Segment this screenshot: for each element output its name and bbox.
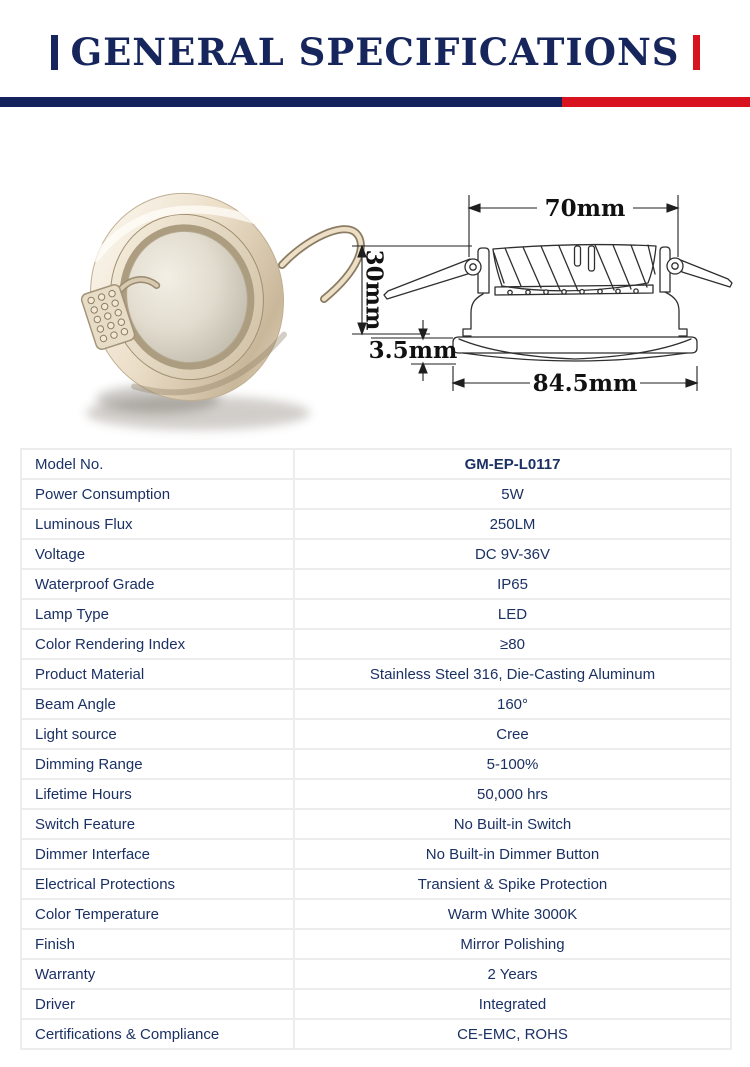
spec-label: Switch Feature — [21, 809, 294, 839]
spec-label: Certifications & Compliance — [21, 1019, 294, 1049]
dim-body-height-label: 30mm — [360, 249, 388, 331]
spec-value: Warm White 3000K — [294, 899, 731, 929]
header-divider — [0, 97, 750, 107]
spec-label: Color Temperature — [21, 899, 294, 929]
spec-label: Model No. — [21, 449, 294, 479]
dim-top-width-label: 70mm — [544, 195, 626, 222]
spec-value: LED — [294, 599, 731, 629]
title-right-accent-bar — [693, 35, 700, 70]
spec-label: Lifetime Hours — [21, 779, 294, 809]
table-row — [21, 539, 731, 569]
spec-value: Cree — [294, 719, 731, 749]
table-row — [21, 1019, 731, 1049]
spec-label: Color Rendering Index — [21, 629, 294, 659]
dim-bottom-width-label: 84.5mm — [532, 370, 638, 397]
divider-red-segment — [562, 97, 750, 107]
spec-label: Dimmer Interface — [21, 839, 294, 869]
spec-label: Driver — [21, 989, 294, 1019]
spec-value: ≥80 — [294, 629, 731, 659]
spec-value: No Built-in Dimmer Button — [294, 839, 731, 869]
spec-label: Product Material — [21, 659, 294, 689]
spec-table-body — [21, 449, 731, 1049]
table-row — [21, 779, 731, 809]
spec-value: 160° — [294, 689, 731, 719]
header — [0, 30, 750, 74]
page-title: GENERAL SPECIFICATIONS — [70, 30, 680, 74]
table-row — [21, 689, 731, 719]
table-row — [21, 629, 731, 659]
drawing-spring-arm-left — [384, 259, 474, 299]
spec-value: 2 Years — [294, 959, 731, 989]
dim-flange-thickness-label: 3.5mm — [368, 337, 458, 364]
spec-value: No Built-in Switch — [294, 809, 731, 839]
spec-label: Finish — [21, 929, 294, 959]
spec-value: Integrated — [294, 989, 731, 1019]
spec-value: 50,000 hrs — [294, 779, 731, 809]
table-row — [21, 569, 731, 599]
spec-value: IP65 — [294, 569, 731, 599]
spec-label: Power Consumption — [21, 479, 294, 509]
table-row — [21, 719, 731, 749]
spec-value: DC 9V-36V — [294, 539, 731, 569]
spec-value: 5W — [294, 479, 731, 509]
spec-label: Light source — [21, 719, 294, 749]
spec-value: CE-EMC, ROHS — [294, 1019, 731, 1049]
table-row — [21, 599, 731, 629]
spec-value: GM-EP-L0117 — [294, 449, 731, 479]
spec-label: Lamp Type — [21, 599, 294, 629]
spec-label: Waterproof Grade — [21, 569, 294, 599]
spec-label: Warranty — [21, 959, 294, 989]
table-row — [21, 869, 731, 899]
table-row — [21, 929, 731, 959]
table-row — [21, 959, 731, 989]
spec-label: Luminous Flux — [21, 509, 294, 539]
table-row — [21, 899, 731, 929]
table-row — [21, 479, 731, 509]
spec-label: Electrical Protections — [21, 869, 294, 899]
spec-label: Beam Angle — [21, 689, 294, 719]
spec-value: Transient & Spike Protection — [294, 869, 731, 899]
spec-label: Voltage — [21, 539, 294, 569]
table-row — [21, 509, 731, 539]
table-row — [21, 809, 731, 839]
spec-value: 250LM — [294, 509, 731, 539]
product-photo — [40, 145, 370, 445]
table-row — [21, 989, 731, 1019]
spec-value: 5-100% — [294, 749, 731, 779]
table-row — [21, 749, 731, 779]
divider-navy-segment — [0, 97, 562, 107]
table-row — [21, 839, 731, 869]
spec-value: Mirror Polishing — [294, 929, 731, 959]
table-row — [21, 449, 731, 479]
title-left-accent-bar — [51, 35, 58, 70]
drawing-spring-arm-right — [678, 259, 732, 287]
drawing-flange — [453, 337, 697, 353]
dimension-drawing — [348, 178, 740, 408]
table-row — [21, 659, 731, 689]
spec-label: Dimming Range — [21, 749, 294, 779]
spec-value: Stainless Steel 316, Die-Casting Aluminum — [294, 659, 731, 689]
spec-table — [20, 448, 732, 1050]
